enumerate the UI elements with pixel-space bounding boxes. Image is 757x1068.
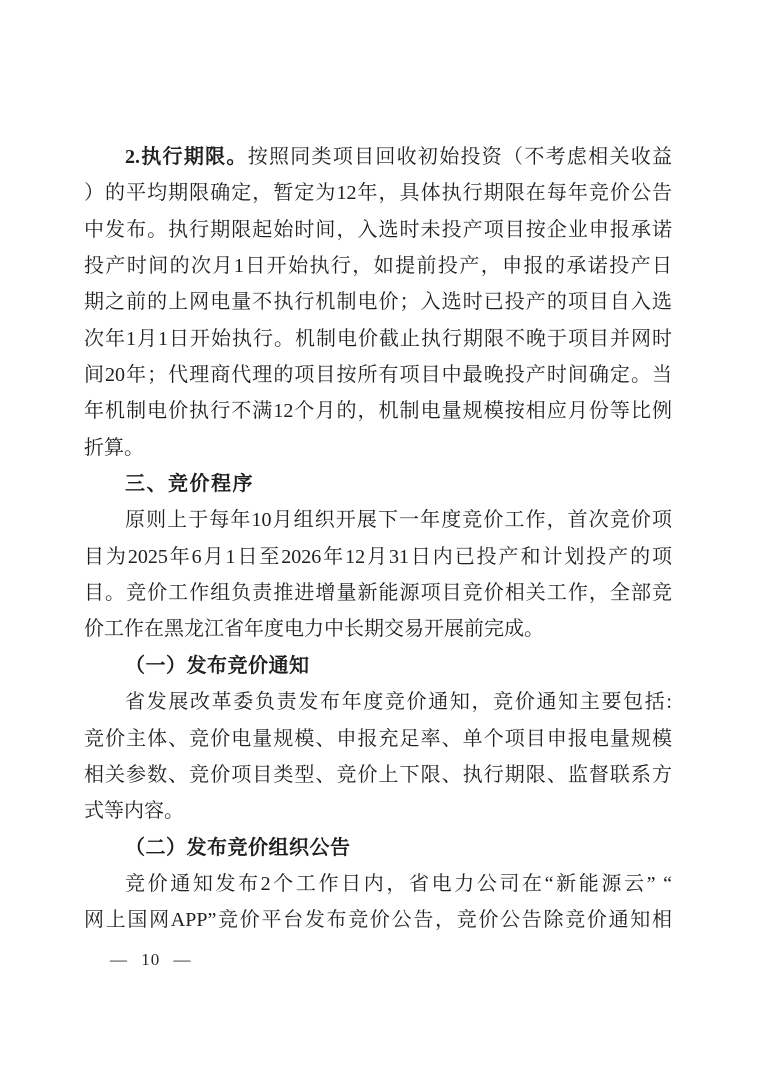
- line-text: 投产时间的次月1日开始执行，如提前投产，申报的承诺投产日: [84, 255, 672, 278]
- text-line: [84, 902, 672, 938]
- text-line: [84, 575, 672, 611]
- line-text: 相关参数、竞价项目类型、竞价上下限、执行期限、监督联系方: [84, 763, 672, 786]
- text-line: [84, 684, 672, 720]
- text-line: [84, 502, 672, 538]
- line-text: 折算。: [84, 436, 144, 459]
- text-line: [84, 284, 672, 320]
- text-line: [84, 175, 672, 211]
- line-text: （一）发布竞价通知: [125, 654, 310, 677]
- text-line: [84, 393, 672, 429]
- text-line: [84, 757, 672, 793]
- line-text: 次年1月1日开始执行。机制电价截止执行期限不晚于项目并网时: [84, 327, 672, 350]
- text-line: [84, 539, 672, 575]
- text-line: [84, 611, 672, 647]
- line-text: 年机制电价执行不满12个月的，机制电量规模按相应月份等比例: [84, 400, 672, 423]
- line-text: 中发布。执行期限起始时间，入选时未投产项目按企业申报承诺: [84, 218, 672, 241]
- line-text: ）的平均期限确定，暂定为12年，具体执行期限在每年竞价公告: [84, 182, 672, 205]
- text-line: [84, 866, 672, 902]
- line-text: 竞价通知发布2个工作日内，省电力公司在“新能源云” “: [125, 872, 672, 895]
- line-text: 式等内容。: [84, 800, 184, 823]
- text-body: [84, 139, 672, 939]
- text-line: [84, 321, 672, 357]
- text-line: [84, 721, 672, 757]
- line-text: 三、竞价程序: [125, 473, 254, 496]
- section-heading: [84, 466, 672, 502]
- line-text: 间20年；代理商代理的项目按所有项目中最晚投产时间确定。当: [84, 364, 672, 387]
- line-text: 价工作在黑龙江省年度电力中长期交易开展前完成。: [84, 618, 544, 641]
- line-text: 期之前的上网电量不执行机制电价；入选时已投产的项目自入选: [84, 291, 672, 314]
- line-text: 目。竞价工作组负责推进增量新能源项目竞价相关工作，全部竞: [84, 582, 672, 605]
- bold-lead-text: 2.执行期限。: [125, 146, 248, 168]
- line-text: 网上国网APP”竞价平台发布竞价公告，竞价公告除竞价通知相: [84, 909, 672, 932]
- line-text: 按照同类项目回收初始投资（不考虑相关收益: [247, 146, 672, 168]
- line-text: 目为2025年6月1日至2026年12月31日内已投产和计划投产的项: [84, 545, 672, 568]
- line-text: 省发展改革委负责发布年度竞价通知，竞价通知主要包括:: [125, 691, 672, 714]
- text-line: [84, 793, 672, 829]
- page-number: — 10 —: [110, 950, 192, 969]
- text-line: [84, 139, 672, 175]
- section-heading: [84, 648, 672, 684]
- text-line: [84, 212, 672, 248]
- text-line: [84, 430, 672, 466]
- line-text: （二）发布竞价组织公告: [125, 836, 351, 859]
- text-line: [84, 248, 672, 284]
- text-line: [84, 357, 672, 393]
- line-text: 竞价主体、竞价电量规模、申报充足率、单个项目申报电量规模: [84, 727, 672, 750]
- line-text: 原则上于每年10月组织开展下一年度竞价工作，首次竞价项: [125, 509, 672, 532]
- section-heading: [84, 830, 672, 866]
